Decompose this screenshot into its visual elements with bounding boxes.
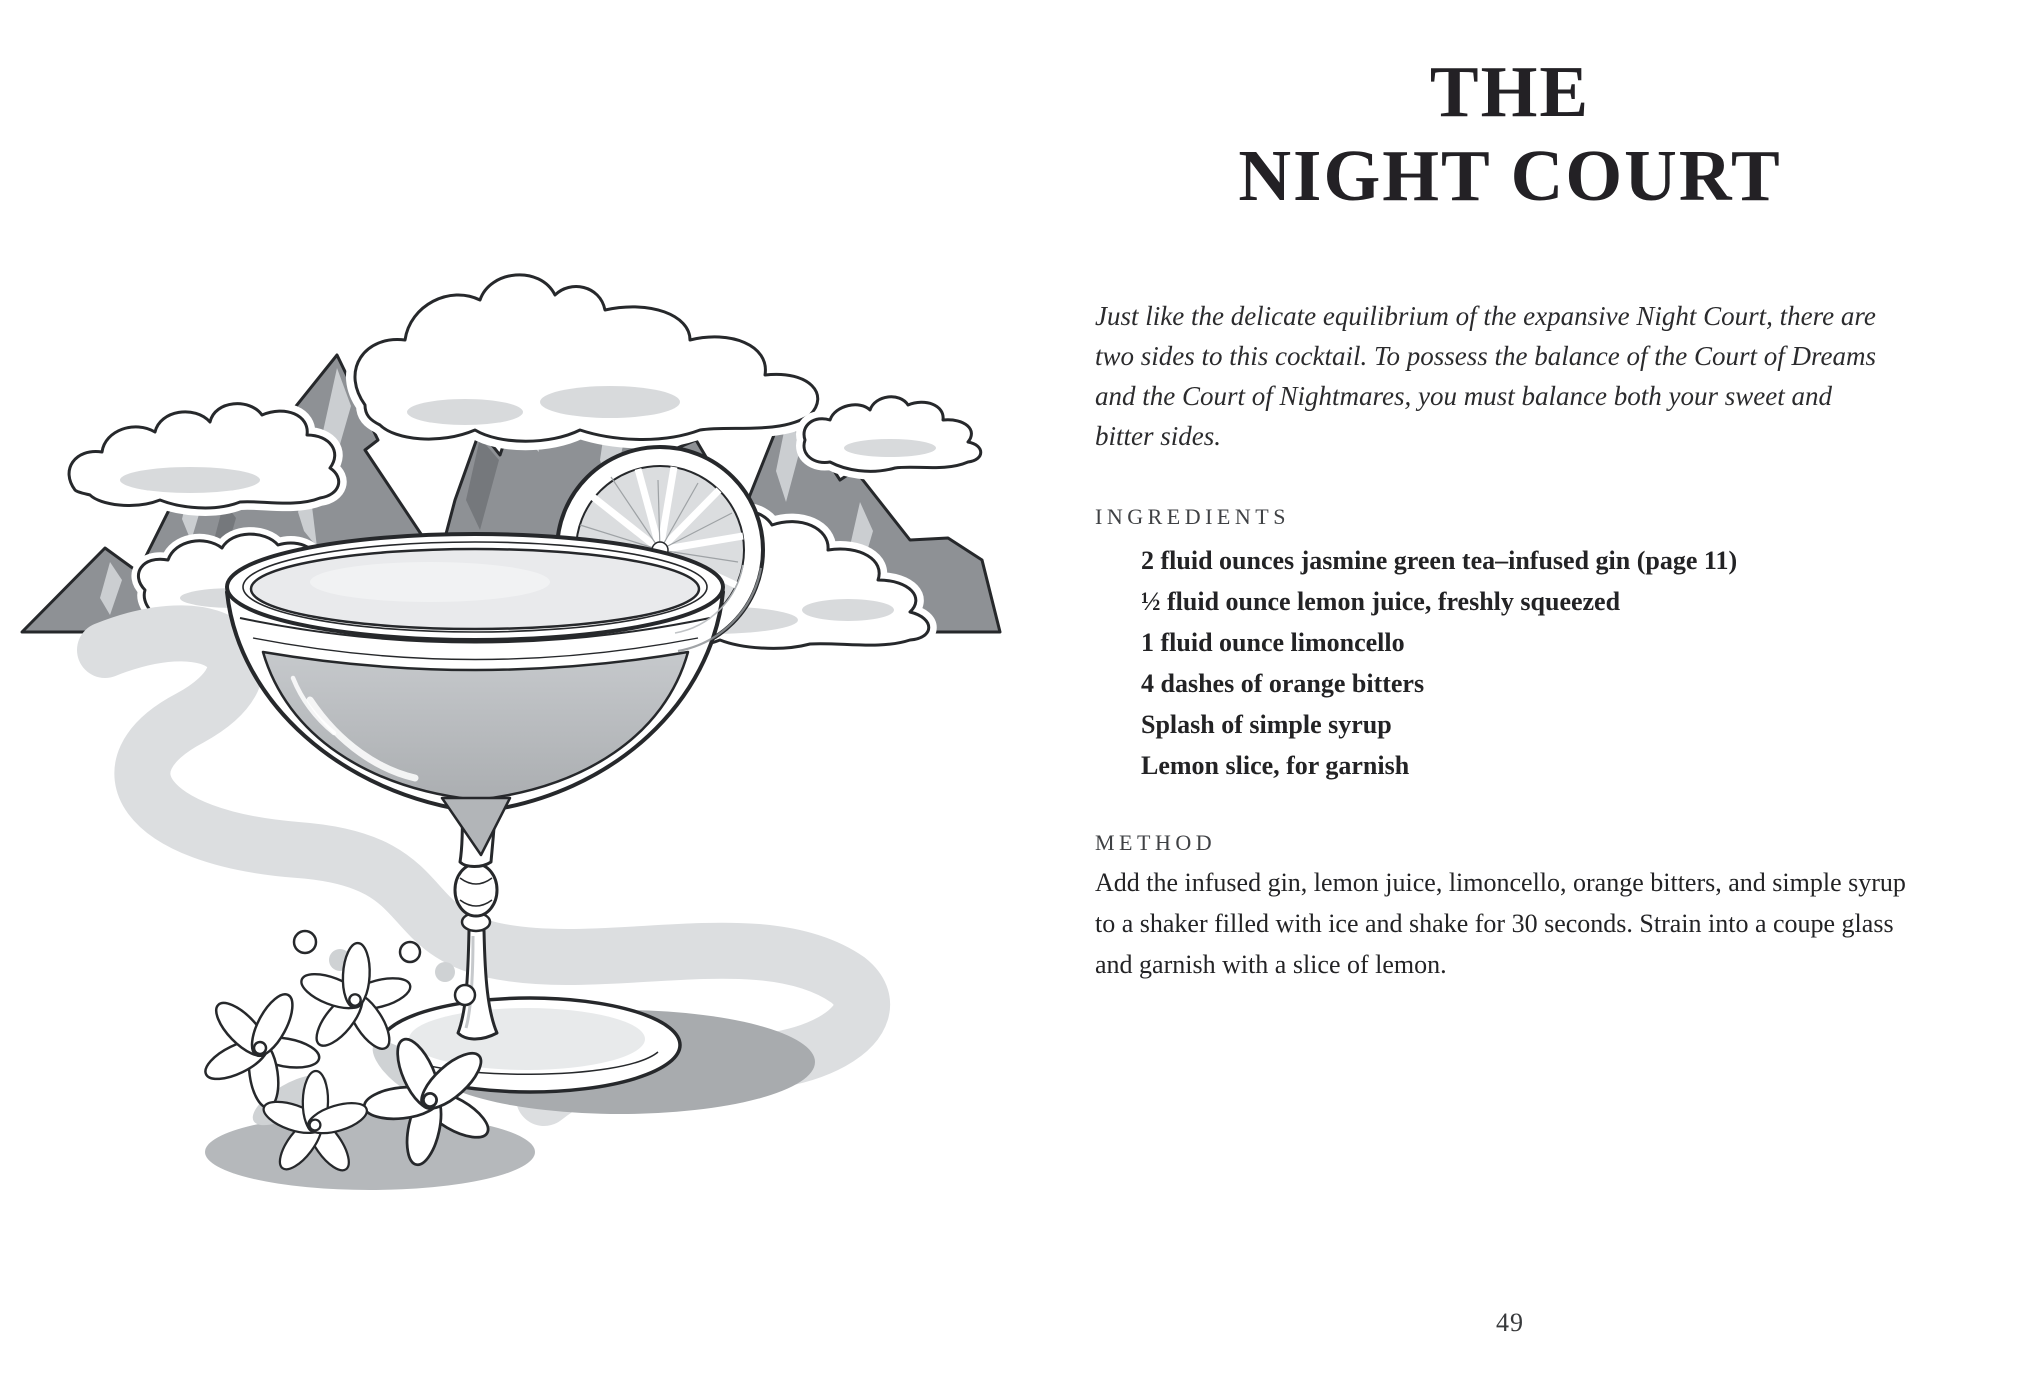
ingredients-heading: INGREDIENTS	[1095, 504, 1290, 529]
coupe-glass-illustration	[227, 534, 761, 1092]
ingredient-item: Lemon slice, for garnish	[1141, 751, 1410, 780]
ingredient-item: ½ fluid ounce lemon juice, freshly squeezed	[1141, 587, 1621, 616]
ingredient-item: Splash of simple syrup	[1141, 710, 1392, 739]
page-title-line2: NIGHT COURT	[1238, 135, 1782, 216]
method-text: Add the infused gin, lemon juice, limoncello, orange bitters, and simple syrup to a shaker filled with ice and shake for 30 seconds. Strain into a coupe glass and garnish with a slice of lemon.	[1095, 868, 1906, 979]
cocktail-illustration	[10, 200, 1030, 1320]
ingredient-item: 1 fluid ounce limoncello	[1141, 628, 1405, 657]
method-heading: METHOD	[1095, 830, 1217, 855]
ingredient-item: 2 fluid ounces jasmine green tea–infused gin (page 11)	[1141, 546, 1738, 575]
page-number: 49	[1496, 1308, 1524, 1337]
page-title-line1: THE	[1429, 51, 1591, 132]
ingredient-item: 4 dashes of orange bitters	[1141, 669, 1425, 698]
recipe-intro: Just like the delicate equilibrium of the expansive Night Court, there are two sides to this cocktail. To possess the balance of the Court of Dreams and the Court of Nightmares, you must balance both your sweet and bitter sides.	[1095, 301, 1876, 451]
page-title	[1095, 50, 1925, 218]
ingredients-list	[1141, 540, 1925, 786]
